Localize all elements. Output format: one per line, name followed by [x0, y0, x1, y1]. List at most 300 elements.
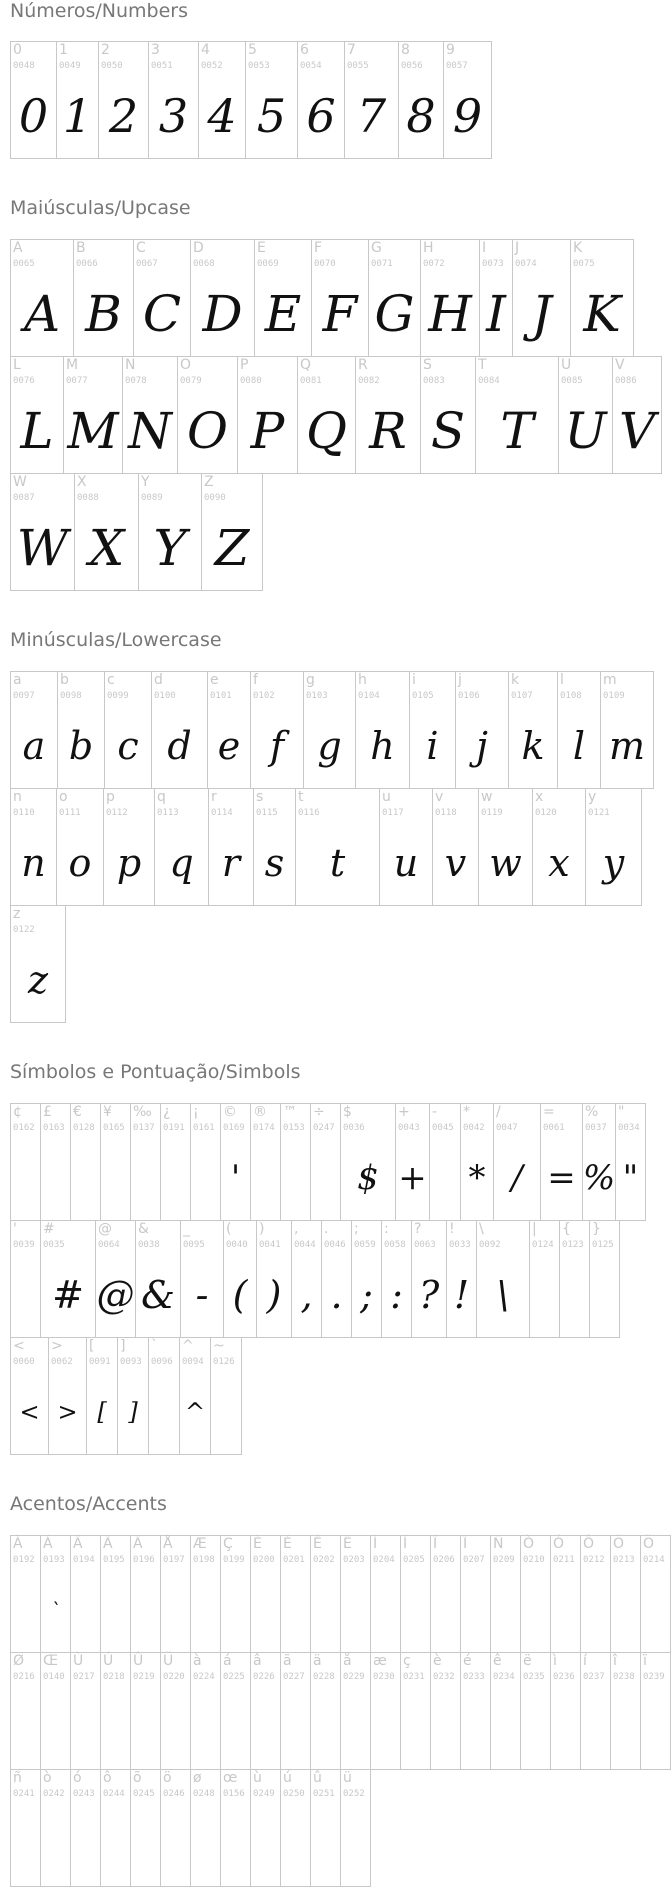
glyph-code-label: 0038 — [138, 1240, 160, 1250]
glyph-code-label: 0111 — [59, 808, 81, 818]
glyph-sample: - — [195, 1273, 209, 1317]
glyph-character-label: Â — [73, 1536, 83, 1552]
glyph-code-label: 0202 — [313, 1555, 335, 1565]
glyph-cell — [103, 788, 155, 906]
glyph-cell — [420, 356, 476, 474]
glyph-code-label: 0058 — [384, 1240, 406, 1250]
glyph-character-label: € — [73, 1104, 82, 1120]
glyph-sample: W — [16, 519, 69, 577]
glyph-sample — [551, 1689, 580, 1765]
glyph-code-label: 0080 — [240, 376, 262, 386]
glyph-code-label: 0236 — [553, 1672, 575, 1682]
glyph-character-label: E — [257, 240, 266, 256]
section-title-numbers: Números/Numbers — [10, 0, 188, 22]
glyph-character-label: k — [511, 672, 520, 688]
glyph-code-label: 0065 — [13, 259, 35, 269]
glyph-sample — [149, 1374, 179, 1450]
glyph-character-label: , — [294, 1221, 299, 1237]
glyph-character-label: É — [283, 1536, 292, 1552]
glyph-character-label: œ — [223, 1770, 238, 1786]
glyph-code-label: 0116 — [298, 808, 320, 818]
glyph-cell — [370, 1652, 401, 1770]
glyph-code-label: 0229 — [343, 1672, 365, 1682]
glyph-cell — [493, 1103, 541, 1221]
glyph-cell — [70, 1769, 101, 1887]
glyph-sample: i — [426, 724, 439, 768]
glyph-character-label: Ï — [463, 1536, 468, 1552]
glyph-code-label: 0055 — [347, 61, 369, 71]
glyph-sample: R — [369, 402, 407, 460]
glyph-code-label: 0227 — [283, 1672, 305, 1682]
glyph-sample: C — [142, 285, 182, 343]
glyph-character-label: Z — [204, 474, 214, 490]
glyph-code-label: 0044 — [294, 1240, 316, 1250]
glyph-code-label: 0098 — [60, 691, 82, 701]
glyph-cell — [154, 788, 209, 906]
glyph-sample: H — [428, 285, 472, 343]
glyph-cell — [550, 1652, 581, 1770]
glyph-cell — [40, 1103, 71, 1221]
glyph-cell — [198, 41, 246, 159]
glyph-cell — [40, 1535, 71, 1653]
glyph-code-label: 0107 — [511, 691, 533, 701]
glyph-code-label: 0193 — [43, 1555, 65, 1565]
glyph-cell — [210, 1337, 242, 1455]
glyph-character-label: W — [13, 474, 27, 490]
glyph-character-label: á — [223, 1653, 232, 1669]
glyph-character-label: ; — [354, 1221, 359, 1237]
glyph-cell — [250, 1535, 281, 1653]
glyph-code-label: 0113 — [157, 808, 179, 818]
glyph-code-label: 0094 — [182, 1357, 204, 1367]
glyph-cell — [490, 1535, 521, 1653]
glyph-sample — [281, 1140, 310, 1216]
glyph-sample: \ — [496, 1273, 510, 1317]
glyph-character-label: K — [573, 240, 583, 256]
glyph-cell — [10, 671, 58, 789]
glyph-sample — [281, 1689, 310, 1765]
glyph-cell — [130, 1103, 161, 1221]
glyph-code-label: 0238 — [613, 1672, 635, 1682]
glyph-cell — [237, 356, 298, 474]
glyph-character-label: h — [358, 672, 367, 688]
glyph-code-label: 0057 — [446, 61, 468, 71]
glyph-character-label: £ — [43, 1104, 52, 1120]
glyph-code-label: 0199 — [223, 1555, 245, 1565]
glyph-code-label: 0249 — [253, 1789, 275, 1799]
glyph-cell — [409, 671, 456, 789]
glyph-code-label: 0128 — [73, 1123, 95, 1133]
glyph-cell — [10, 905, 66, 1023]
glyph-sample: 9 — [452, 89, 483, 143]
glyph-sample — [251, 1689, 280, 1765]
glyph-character-label: Ä — [133, 1536, 143, 1552]
glyph-character-label: î — [613, 1653, 617, 1669]
glyph-character-label: å — [343, 1653, 352, 1669]
glyph-sample: ; — [360, 1273, 373, 1317]
glyph-character-label: B — [76, 240, 86, 256]
glyph-cell — [532, 788, 586, 906]
glyph-code-label: 0237 — [583, 1672, 605, 1682]
glyph-code-label: 0120 — [535, 808, 557, 818]
glyph-cell — [610, 1652, 641, 1770]
glyph-code-label: 0068 — [193, 259, 215, 269]
glyph-sample — [461, 1689, 490, 1765]
glyph-sample: y — [602, 841, 625, 885]
glyph-cell — [250, 1103, 281, 1221]
glyph-code-label: 0198 — [193, 1555, 215, 1565]
glyph-sample: [ — [97, 1398, 107, 1426]
glyph-cell — [40, 1220, 96, 1338]
glyph-cell — [201, 473, 263, 591]
glyph-sample — [461, 1572, 490, 1648]
glyph-character-label: " — [618, 1104, 625, 1120]
glyph-cell — [220, 1652, 251, 1770]
glyph-cell — [612, 356, 662, 474]
glyph-sample: e — [217, 724, 241, 768]
glyph-cell — [600, 671, 654, 789]
glyph-character-label: Å — [163, 1536, 173, 1552]
glyph-cell — [420, 239, 480, 357]
glyph-cell — [558, 356, 613, 474]
glyph-code-label: 0095 — [183, 1240, 205, 1250]
glyph-sample: 3 — [158, 89, 189, 143]
glyph-sample: j — [476, 724, 488, 768]
glyph-cell — [223, 1220, 257, 1338]
glyph-cell — [381, 1220, 412, 1338]
glyph-character-label: A — [13, 240, 23, 256]
glyph-cell — [180, 1220, 224, 1338]
glyph-code-label: 0140 — [43, 1672, 65, 1682]
glyph-character-label: Æ — [193, 1536, 207, 1552]
glyph-cell — [117, 1337, 149, 1455]
glyph-character-label: # — [43, 1221, 55, 1237]
glyph-code-label: 0034 — [618, 1123, 640, 1133]
glyph-character-label: À — [13, 1536, 23, 1552]
glyph-cell — [100, 1103, 131, 1221]
glyph-character-label: ® — [253, 1104, 267, 1120]
glyph-character-label: © — [223, 1104, 237, 1120]
glyph-sample — [560, 1257, 589, 1333]
glyph-cell — [48, 1337, 87, 1455]
glyph-cell — [295, 788, 380, 906]
glyph-sample — [311, 1806, 340, 1882]
glyph-sample: I — [486, 285, 506, 343]
glyph-cell — [460, 1535, 491, 1653]
glyph-sample: z — [27, 958, 49, 1002]
glyph-cell — [640, 1652, 671, 1770]
glyph-code-label: 0217 — [73, 1672, 95, 1682]
glyph-cell — [130, 1652, 161, 1770]
glyph-sample — [41, 1689, 70, 1765]
glyph-character-label: Ü — [163, 1653, 174, 1669]
glyph-sample: $ — [357, 1158, 379, 1198]
glyph-character-label: ~ — [213, 1338, 225, 1354]
glyph-character-label: ¡ — [193, 1104, 199, 1120]
glyph-character-label: L — [13, 357, 21, 373]
glyph-character-label: = — [543, 1104, 555, 1120]
glyph-cell — [10, 1769, 41, 1887]
glyph-code-label: 0201 — [283, 1555, 305, 1565]
glyph-cell — [10, 788, 57, 906]
glyph-character-label: ` — [151, 1338, 158, 1354]
glyph-code-label: 0069 — [257, 259, 279, 269]
glyph-code-label: 0196 — [133, 1555, 155, 1565]
glyph-character-label: Q — [300, 357, 312, 373]
glyph-code-label: 0209 — [493, 1555, 515, 1565]
glyph-cell — [340, 1535, 371, 1653]
glyph-cell — [321, 1220, 352, 1338]
glyph-cell — [508, 671, 558, 789]
glyph-sample: K — [583, 285, 621, 343]
glyph-character-label: ä — [313, 1653, 322, 1669]
section-title-symbols: Símbolos e Pontuação/Simbols — [10, 1061, 301, 1083]
glyph-cell — [160, 1103, 191, 1221]
glyph-sample — [191, 1572, 220, 1648]
glyph-code-label: 0211 — [553, 1555, 575, 1565]
glyph-code-label: 0118 — [435, 808, 457, 818]
glyph-character-label: ¿ — [163, 1104, 171, 1120]
glyph-cell — [479, 239, 513, 357]
glyph-character-label: G — [371, 240, 382, 256]
glyph-code-label: 0117 — [382, 808, 404, 818]
glyph-sample: h — [370, 724, 395, 768]
glyph-sample — [251, 1140, 280, 1216]
glyph-character-label: ™ — [283, 1104, 297, 1120]
glyph-code-label: 0112 — [106, 808, 128, 818]
glyph-cell — [10, 1535, 41, 1653]
glyph-character-label: Ú — [103, 1653, 114, 1669]
glyph-sample — [430, 1140, 460, 1216]
glyph-cell — [351, 1220, 382, 1338]
glyph-code-label: 0089 — [141, 493, 163, 503]
glyph-character-label: ü — [343, 1770, 352, 1786]
glyph-code-label: 0100 — [154, 691, 176, 701]
glyph-code-label: 0042 — [463, 1123, 485, 1133]
glyph-character-label: & — [138, 1221, 149, 1237]
glyph-cell — [340, 1652, 371, 1770]
glyph-sample — [530, 1257, 559, 1333]
glyph-character-label: ¢ — [13, 1104, 22, 1120]
glyph-sample: ? — [418, 1273, 440, 1317]
glyph-sample: X — [88, 519, 125, 577]
glyph-cell — [40, 1769, 71, 1887]
glyph-code-label: 0103 — [306, 691, 328, 701]
glyph-sample: ) — [266, 1273, 282, 1317]
glyph-sample: / — [511, 1158, 523, 1198]
glyph-code-label: 0247 — [313, 1123, 335, 1133]
glyph-sample — [101, 1806, 130, 1882]
glyph-character-label: ! — [449, 1221, 455, 1237]
glyph-sample — [71, 1140, 100, 1216]
glyph-sample — [161, 1140, 190, 1216]
glyph-sample: P — [250, 402, 285, 460]
glyph-cell — [86, 1337, 118, 1455]
glyph-code-label: 0056 — [401, 61, 423, 71]
glyph-sample: = — [547, 1158, 576, 1198]
glyph-character-label: â — [253, 1653, 262, 1669]
glyph-character-label: Ø — [13, 1653, 25, 1669]
glyph-character-label: V — [615, 357, 625, 373]
glyph-code-label: 0123 — [562, 1240, 584, 1250]
glyph-sample — [161, 1689, 190, 1765]
glyph-cell — [446, 1220, 477, 1338]
glyph-code-label: 0169 — [223, 1123, 245, 1133]
glyph-character-label: . — [324, 1221, 329, 1237]
glyph-code-label: 0108 — [560, 691, 582, 701]
glyph-character-label: Ó — [553, 1536, 565, 1552]
glyph-sample: 7 — [356, 89, 387, 143]
section-title-accents: Acentos/Accents — [10, 1493, 167, 1515]
glyph-sample — [131, 1140, 160, 1216]
glyph-code-label: 0096 — [151, 1357, 173, 1367]
glyph-cell — [559, 1220, 590, 1338]
glyph-cell — [40, 1652, 71, 1770]
glyph-character-label: f — [253, 672, 258, 688]
glyph-sample — [221, 1689, 250, 1765]
glyph-cell — [57, 671, 105, 789]
glyph-sample — [41, 1140, 70, 1216]
glyph-sample — [11, 1806, 40, 1882]
glyph-character-label: @ — [98, 1221, 112, 1237]
glyph-sample: , — [300, 1273, 313, 1317]
glyph-cell — [190, 1769, 221, 1887]
glyph-sample: @ — [96, 1273, 135, 1317]
glyph-sample — [641, 1689, 670, 1765]
glyph-cell — [70, 1535, 101, 1653]
glyph-code-label: 0040 — [226, 1240, 248, 1250]
glyph-character-label: < — [13, 1338, 25, 1354]
glyph-cell — [254, 239, 312, 357]
glyph-character-label: ê — [493, 1653, 502, 1669]
glyph-character-label: p — [106, 789, 115, 805]
glyph-code-label: 0214 — [643, 1555, 665, 1565]
glyph-sample: > — [57, 1398, 78, 1426]
glyph-code-label: 0114 — [211, 808, 233, 818]
glyph-code-label: 0234 — [493, 1672, 515, 1682]
glyph-character-label: q — [157, 789, 166, 805]
glyph-character-label: s — [256, 789, 264, 805]
glyph-sample: J — [531, 285, 552, 343]
glyph-cell — [280, 1652, 311, 1770]
glyph-character-label: ë — [523, 1653, 532, 1669]
glyph-code-label: 0124 — [532, 1240, 554, 1250]
glyph-code-label: 0081 — [300, 376, 322, 386]
glyph-code-label: 0245 — [133, 1789, 155, 1799]
glyph-sample: n — [21, 841, 46, 885]
glyph-code-label: 0047 — [496, 1123, 518, 1133]
glyph-character-label: È — [253, 1536, 262, 1552]
glyph-code-label: 0232 — [433, 1672, 455, 1682]
glyph-sample: L — [20, 402, 54, 460]
glyph-character-label: 1 — [59, 42, 68, 58]
glyph-sample: . — [330, 1273, 343, 1317]
glyph-character-label: Ç — [223, 1536, 233, 1552]
glyph-code-label: 0052 — [201, 61, 223, 71]
glyph-character-label: Ö — [643, 1536, 655, 1552]
glyph-code-label: 0243 — [73, 1789, 95, 1799]
glyph-code-label: 0035 — [43, 1240, 65, 1250]
glyph-code-label: 0213 — [613, 1555, 635, 1565]
glyph-code-label: 0228 — [313, 1672, 335, 1682]
glyph-character-label: ñ — [13, 1770, 22, 1786]
glyph-cell — [10, 1337, 49, 1455]
glyph-cell — [130, 1769, 161, 1887]
glyph-character-label: û — [313, 1770, 322, 1786]
glyph-character-label: ] — [120, 1338, 126, 1354]
glyph-character-label: j — [458, 672, 462, 688]
glyph-code-label: 0216 — [13, 1672, 35, 1682]
glyph-character-label: 2 — [101, 42, 110, 58]
glyph-cell — [398, 41, 444, 159]
glyph-character-label: ¥ — [103, 1104, 112, 1120]
glyph-character-label: $ — [343, 1104, 352, 1120]
glyph-sample — [11, 1140, 40, 1216]
glyph-cell — [280, 1535, 311, 1653]
glyph-sample: " — [622, 1158, 639, 1198]
glyph-sample — [281, 1806, 310, 1882]
glyph-code-label: 0163 — [43, 1123, 65, 1133]
glyph-code-label: 0109 — [603, 691, 625, 701]
glyph-cell — [400, 1535, 431, 1653]
glyph-cell — [10, 473, 75, 591]
glyph-sample — [191, 1689, 220, 1765]
glyph-cell — [250, 1652, 281, 1770]
glyph-sample: D — [202, 285, 243, 343]
glyph-cell — [256, 1220, 292, 1338]
glyph-character-label: ç — [403, 1653, 411, 1669]
glyph-code-label: 0059 — [354, 1240, 376, 1250]
glyph-code-label: 0192 — [13, 1555, 35, 1565]
glyph-character-label: 9 — [446, 42, 455, 58]
glyph-code-label: 0053 — [248, 61, 270, 71]
glyph-sample: 5 — [256, 89, 287, 143]
glyph-cell — [122, 356, 178, 474]
glyph-cell — [475, 356, 559, 474]
glyph-sample — [341, 1572, 370, 1648]
glyph-cell — [148, 41, 199, 159]
glyph-cell — [250, 671, 304, 789]
glyph-cell — [160, 1535, 191, 1653]
glyph-sample: 0 — [18, 89, 49, 143]
glyph-character-label: Ê — [313, 1536, 322, 1552]
glyph-character-label: ø — [193, 1770, 202, 1786]
glyph-character-label: u — [382, 789, 391, 805]
glyph-cell — [557, 671, 601, 789]
glyph-code-label: 0110 — [13, 808, 35, 818]
glyph-sample: c — [117, 724, 139, 768]
glyph-cell — [640, 1535, 671, 1653]
glyph-sample: % — [582, 1158, 616, 1198]
glyph-cell — [297, 356, 356, 474]
glyph-sample: q — [169, 841, 194, 885]
glyph-code-label: 0137 — [133, 1123, 155, 1133]
glyph-character-label: % — [585, 1104, 599, 1120]
glyph-code-label: 0161 — [193, 1123, 215, 1133]
glyph-cell — [10, 41, 57, 159]
glyph-sample — [11, 1257, 40, 1333]
glyph-code-label: 0074 — [515, 259, 537, 269]
glyph-cell — [10, 1220, 41, 1338]
glyph-code-label: 0125 — [592, 1240, 614, 1250]
glyph-cell — [190, 1652, 221, 1770]
glyph-code-label: 0156 — [223, 1789, 245, 1799]
glyph-cell — [190, 1103, 221, 1221]
glyph-cell — [73, 239, 134, 357]
glyph-character-label: b — [60, 672, 69, 688]
glyph-cell — [280, 1769, 311, 1887]
glyph-character-label: \ — [479, 1221, 484, 1237]
